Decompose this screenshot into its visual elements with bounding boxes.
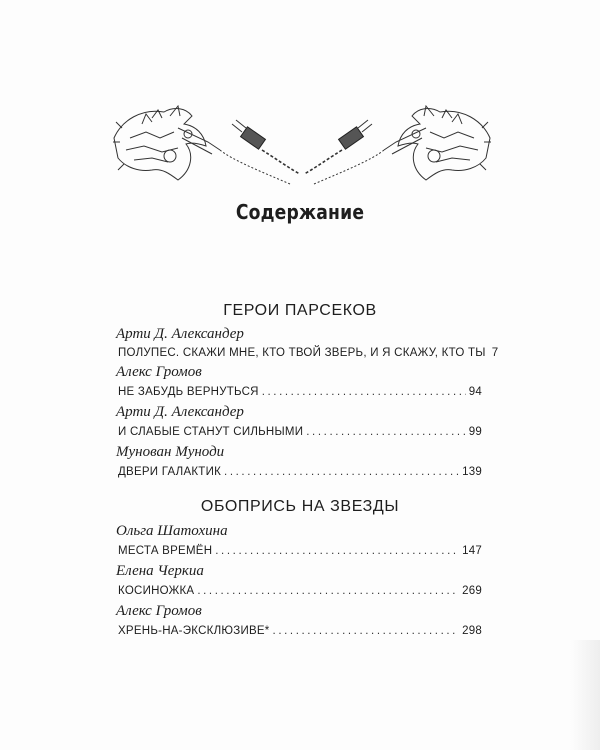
entry-title: ДВЕРИ ГАЛАКТИК <box>118 466 222 478</box>
dot-leader <box>262 386 466 398</box>
entry-page-number: 147 <box>462 545 482 557</box>
entry-title: ХРЕНЬ-НА-ЭКСКЛЮЗИВЕ* <box>118 625 270 637</box>
entry-page-number: 7 <box>491 347 499 359</box>
dot-leader <box>215 545 459 557</box>
contents-heading: Содержание <box>235 200 365 224</box>
dot-leader <box>273 625 460 637</box>
entry-title: КОСИНОЖКА <box>118 585 195 597</box>
entry-author: Елена Черкиа <box>116 563 204 579</box>
entry-author: Алекс Громов <box>116 364 202 380</box>
entry-page-number: 139 <box>462 466 482 478</box>
entry-page-number: 94 <box>468 386 482 398</box>
page-edge-shadow <box>570 640 600 750</box>
toc-entry[interactable] <box>118 386 482 398</box>
toc-entry[interactable] <box>118 585 482 597</box>
entry-title: ПОЛУПЕС. СКАЖИ МНЕ, КТО ТВОЙ ЗВЕРЬ, И Я СКАЖУ, КТО ТЫ <box>118 347 486 359</box>
entry-page-number: 269 <box>462 585 482 597</box>
toc-entry[interactable] <box>118 426 482 438</box>
entry-author: Алекс Громов <box>116 603 202 619</box>
toc-entry[interactable] <box>118 625 482 637</box>
entry-title: МЕСТА ВРЕМЁН <box>118 545 213 557</box>
section-title: ОБОПРИСЬ НА ЗВЕЗДЫ <box>200 498 400 515</box>
toc-entry[interactable] <box>118 545 482 557</box>
entry-page-number: 99 <box>468 426 482 438</box>
entry-title: НЕ ЗАБУДЬ ВЕРНУТЬСЯ <box>118 386 259 398</box>
section-title: ГЕРОИ ПАРСЕКОВ <box>223 302 377 319</box>
dot-leader <box>197 585 459 597</box>
mechanical-dragons-ornament <box>112 98 492 190</box>
entry-title: И СЛАБЫЕ СТАНУТ СИЛЬНЫМИ <box>118 426 304 438</box>
toc-entry[interactable] <box>118 466 482 478</box>
entry-page-number: 298 <box>462 625 482 637</box>
entry-author: Арти Д. Александер <box>116 404 244 420</box>
entry-author: Мунован Муноди <box>116 444 225 460</box>
entry-author: Арти Д. Александер <box>116 326 244 342</box>
toc-entry[interactable] <box>118 347 499 359</box>
dot-leader <box>306 426 465 438</box>
entry-author: Ольга Шатохина <box>116 523 228 539</box>
dot-leader <box>224 466 459 478</box>
